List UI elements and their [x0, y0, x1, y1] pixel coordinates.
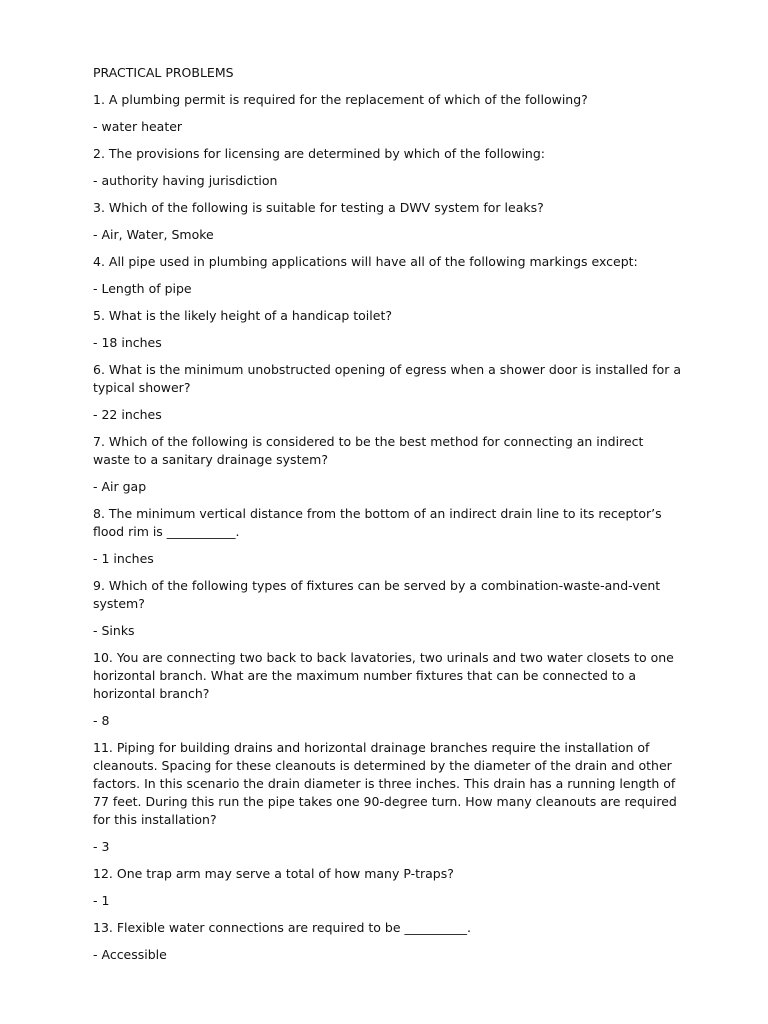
answer-8: - 1 inches — [93, 551, 154, 566]
question-5: 5. What is the likely height of a handicap toilet? — [93, 308, 392, 323]
answer-2: - authority having jurisdiction — [93, 173, 278, 188]
answer-10: - 8 — [93, 713, 110, 728]
question-3: 3. Which of the following is suitable for testing a DWV system for leaks? — [93, 200, 544, 215]
question-13: 13. Flexible water connections are required to be __________. — [93, 920, 472, 935]
answer-1: - water heater — [93, 119, 183, 134]
answer-3: - Air, Water, Smoke — [93, 227, 214, 242]
answer-11: - 3 — [93, 839, 110, 854]
document-page — [93, 64, 683, 973]
question-10: 10. You are connecting two back to back lavatories, two urinals and two water closets to one horizontal branch. What are the maximum number fixtures that can be connected to a horizontal branch? — [93, 650, 674, 701]
answer-7: - Air gap — [93, 479, 147, 494]
question-9: 9. Which of the following types of fixtures can be served by a combination-waste-and-vent system? — [93, 578, 661, 611]
question-2: 2. The provisions for licensing are determined by which of the following: — [93, 146, 545, 161]
question-12: 12. One trap arm may serve a total of how many P-traps? — [93, 866, 454, 881]
answer-4: - Length of pipe — [93, 281, 192, 296]
document-title: PRACTICAL PROBLEMS — [93, 65, 234, 80]
question-11: 11. Piping for building drains and horizontal drainage branches require the installation of cleanouts. Spacing for these cleanouts is determined by the diameter of the drain and other factors. In this scenario the drain diameter is three inches. This drain has a running length of 77 feet. During this run the pipe takes one 90-degree turn. How many cleanouts are required for this installation? — [93, 740, 677, 827]
question-8: 8. The minimum vertical distance from the bottom of an indirect drain line to its receptor’s flood rim is ___________. — [93, 506, 662, 539]
answer-9: - Sinks — [93, 623, 135, 638]
answer-13: - Accessible — [93, 947, 167, 962]
question-7: 7. Which of the following is considered to be the best method for connecting an indirect waste to a sanitary drainage system? — [93, 434, 644, 467]
answer-6: - 22 inches — [93, 407, 162, 422]
answer-5: - 18 inches — [93, 335, 162, 350]
question-4: 4. All pipe used in plumbing applications will have all of the following markings except: — [93, 254, 638, 269]
question-6: 6. What is the minimum unobstructed opening of egress when a shower door is installed for a typical shower? — [93, 362, 682, 395]
answer-12: - 1 — [93, 893, 110, 908]
question-1: 1. A plumbing permit is required for the replacement of which of the following? — [93, 92, 588, 107]
